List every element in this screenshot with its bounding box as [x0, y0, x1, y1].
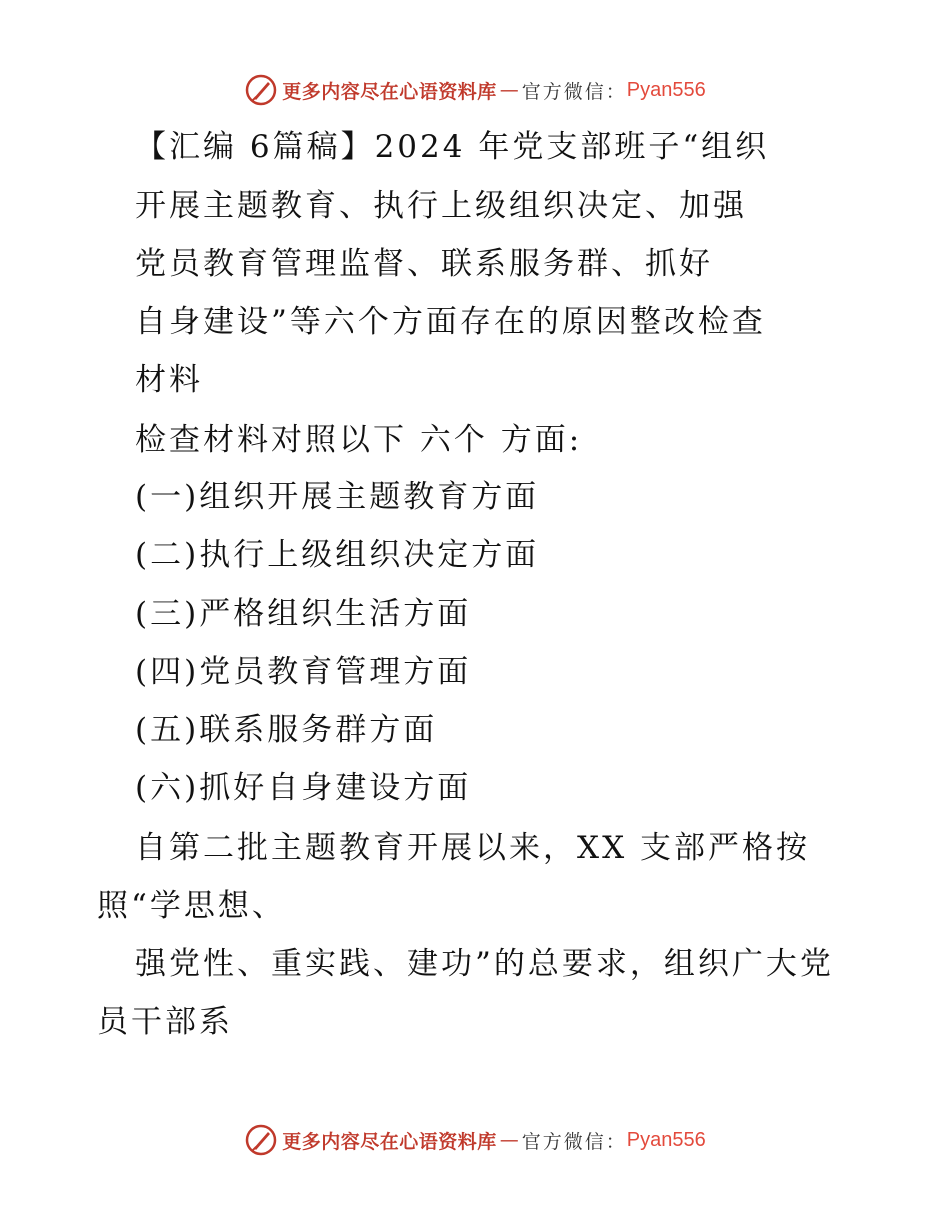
body-line-2: 照“学思想、	[97, 888, 286, 924]
aspect-item-3: (三)严格组织生活方面	[135, 596, 472, 632]
quill-pen-icon	[244, 1123, 278, 1157]
aspect-item-2: (二)执行上级组织决定方面	[135, 537, 540, 573]
watermark-label: 官方微信：	[521, 80, 627, 103]
watermark-brand: 更多内容尽在心语资料库	[282, 1130, 497, 1153]
aspect-item-4: (四)党员教育管理方面	[135, 654, 472, 690]
body-line-4: 员干部系	[97, 1004, 233, 1040]
watermark-header	[0, 70, 950, 110]
aspect-item-6: (六)抓好自身建设方面	[135, 770, 472, 806]
aspect-item-5: (五)联系服务群方面	[135, 712, 438, 748]
watermark-footer	[0, 1120, 950, 1160]
watermark-label: 官方微信：	[521, 1130, 627, 1153]
title-line-5: 材料	[135, 362, 203, 398]
title-line-2: 开展主题教育、执行上级组织决定、加强	[135, 188, 747, 224]
aspect-item-1: (一)组织开展主题教育方面	[135, 479, 540, 515]
title-line-1: 【汇编 6篇稿】2024 年党支部班子“组织	[135, 129, 770, 165]
body-line-1: 自第二批主题教育开展以来，XX 支部严格按	[135, 830, 810, 866]
title-line-4: 自身建设”等六个方面存在的原因整改检查	[135, 304, 766, 340]
watermark-separator: —	[499, 79, 519, 101]
title-line-3: 党员教育管理监督、联系服务群、抓好	[135, 246, 713, 282]
intro-line: 检查材料对照以下 六个 方面:	[135, 422, 583, 458]
quill-pen-icon	[244, 73, 278, 107]
body-line-3: 强党性、重实践、建功”的总要求，组织广大党	[135, 946, 834, 982]
watermark-account: Pyan556	[626, 78, 706, 101]
watermark-brand: 更多内容尽在心语资料库	[282, 80, 497, 103]
watermark-account: Pyan556	[626, 1128, 706, 1151]
watermark-separator: —	[499, 1129, 519, 1151]
